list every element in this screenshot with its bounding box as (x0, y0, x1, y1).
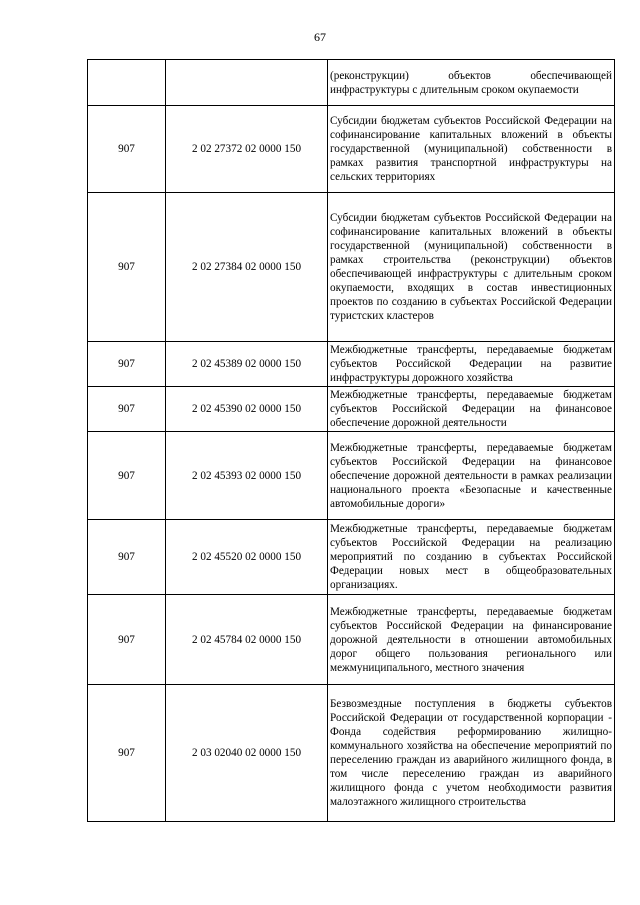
admin-code-cell: 907 (88, 520, 166, 595)
table-row (88, 106, 615, 193)
description-text: Межбюджетные трансферты, передаваемые бюджетам субъектов Российской Федерации на реализацию мероприятий по созданию в субъектах Российской Федерации новых мест в общеобразовательных организациях. (330, 523, 612, 591)
admin-code-cell: 907 (88, 193, 166, 342)
admin-code-cell: 907 (88, 387, 166, 432)
description-cell (328, 432, 615, 520)
revenue-code-cell: 2 02 27384 02 0000 150 (166, 193, 328, 342)
revenue-code-cell (166, 60, 328, 106)
description-cell (328, 685, 615, 822)
description-text: Межбюджетные трансферты, передаваемые бюджетам субъектов Российской Федерации на финансовое обеспечение дорожной деятельности (330, 389, 612, 429)
description-cell (328, 387, 615, 432)
revenue-code-cell: 2 02 27372 02 0000 150 (166, 106, 328, 193)
description-text: Безвозмездные поступления в бюджеты субъектов Российской Федерации от государственной корпорации - Фонда содействия реформированию жилищно-коммунального хозяйства на обеспечение мероприятий по переселению граждан из аварийного жилищного фонда, в том числе переселению граждан из аварийного жилищного фонда с учетом необходимости развития малоэтажного жилищного строительства (330, 698, 612, 808)
admin-code-cell (88, 60, 166, 106)
table-row (88, 342, 615, 387)
table-row (88, 60, 615, 106)
description-cell (328, 193, 615, 342)
table-row (88, 387, 615, 432)
table-row (88, 520, 615, 595)
admin-code-cell: 907 (88, 432, 166, 520)
description-cell (328, 520, 615, 595)
page-number: 67 (314, 30, 326, 44)
revenue-code-cell: 2 02 45393 02 0000 150 (166, 432, 328, 520)
description-cell (328, 342, 615, 387)
revenue-code-cell: 2 02 45784 02 0000 150 (166, 595, 328, 685)
admin-code-cell: 907 (88, 342, 166, 387)
table-row (88, 685, 615, 822)
description-text: Субсидии бюджетам субъектов Российской Федерации на софинансирование капитальных вложений в объекты государственной (муниципальной) собственности в рамках строительства (реконструкции) объектов обеспечивающей инфраструктуры с длительным сроком окупаемости, входящих в состав инвестиционных проектов по созданию в субъектах Российской Федерации туристских кластеров (330, 212, 612, 322)
admin-code-cell: 907 (88, 595, 166, 685)
revenue-code-cell: 2 02 45389 02 0000 150 (166, 342, 328, 387)
table-row (88, 193, 615, 342)
description-text: Субсидии бюджетам субъектов Российской Федерации на софинансирование капитальных вложений в объекты государственной (муниципальной) собственности в рамках развития транспортной инфраструктуры на сельских территориях (330, 115, 612, 183)
revenue-code-cell: 2 02 45390 02 0000 150 (166, 387, 328, 432)
description-text: (реконструкции) объектов обеспечивающей инфраструктуры с длительным сроком окупаемости (330, 69, 612, 96)
revenue-code-cell: 2 03 02040 02 0000 150 (166, 685, 328, 822)
admin-code-cell: 907 (88, 685, 166, 822)
description-text: Межбюджетные трансферты, передаваемые бюджетам субъектов Российской Федерации на финансовое обеспечение дорожной деятельности в рамках реализации национального проекта «Безопасные и качественные автомобильные дороги» (330, 441, 612, 510)
revenue-codes-table (87, 59, 615, 822)
table-row (88, 432, 615, 520)
description-cell (328, 106, 615, 193)
admin-code-cell: 907 (88, 106, 166, 193)
description-cell (328, 60, 615, 106)
description-cell (328, 595, 615, 685)
revenue-code-cell: 2 02 45520 02 0000 150 (166, 520, 328, 595)
table-row (88, 595, 615, 685)
description-text: Межбюджетные трансферты, передаваемые бюджетам субъектов Российской Федерации на развитие инфраструктуры дорожного хозяйства (330, 344, 612, 384)
description-text: Межбюджетные трансферты, передаваемые бюджетам субъектов Российской Федерации на финансирование дорожной деятельности в отношении автомобильных дорог общего пользования регионального или межмуниципального, местного значения (330, 605, 612, 674)
